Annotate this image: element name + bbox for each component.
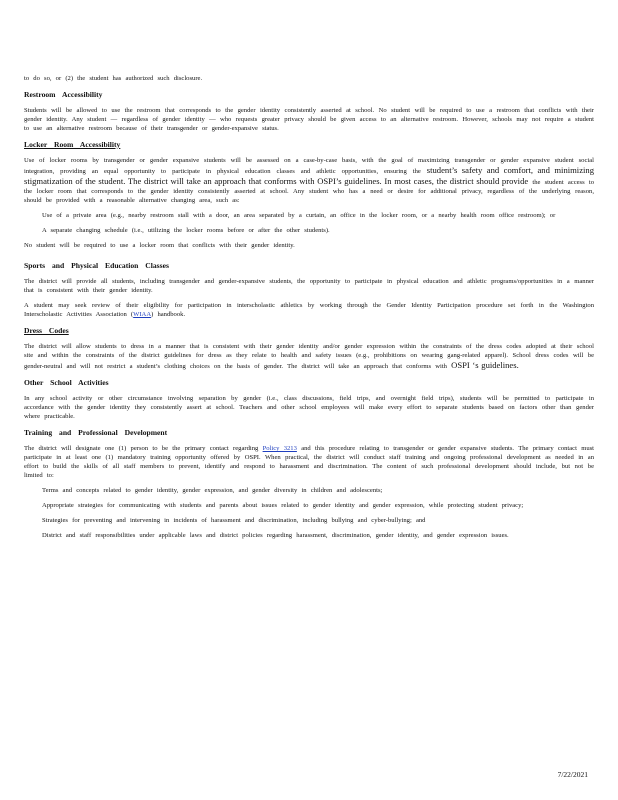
- list-item: Use of a private area (e.g., nearby restroom stall with a door, an area separated by a curtain, an office in the locker room, or a nearby health room office restroom); or: [42, 212, 556, 219]
- sports-heading: Sports and Physical Education Classes: [24, 261, 169, 270]
- sports-review-paragraph: A student may seek review of their eligibility for participation in interscholastic athletics by working through the Gender Identity Participation procedure set forth in the Washington Interscholastic Activities Association (WIAA) handbook.: [24, 302, 594, 318]
- list-item: Terms and concepts related to gender identity, gender expression, and gender diversity in children and adolescents;: [42, 487, 383, 494]
- locker-room-heading: Locker Room Accessibility: [24, 140, 121, 149]
- list-item: Strategies for preventing and intervening in incidents of harassment and discrimination, including bullying and cyber-bullying; and: [42, 517, 426, 524]
- sports-paragraph: The district will provide all students, including transgender and gender-expansive students, the opportunity to participate in physical education and athletic programs/opportunities in a manner that is consistent with their gender identity.: [24, 278, 594, 294]
- locker-room-text-a: Use of locker rooms by transgender or gender expansive students will be assessed on a case-by-case basis, with the goal of maximizing transgender or gender expansive student social integration, providing an equal opportunity to participate in physical education classes and athletic opportunities, ensuring the: [24, 157, 594, 175]
- locker-room-options-list: [24, 211, 594, 235]
- training-heading: Training and Professional Development: [24, 428, 168, 437]
- restroom-paragraph: Students will be allowed to use the restroom that corresponds to the gender identity consistently asserted at school. No student will be required to use a restroom that conflicts with their gender identity. Any student — regardless of gender identity — who requests greater privacy should be given access to an alternative restroom. However, schools may not require a student to use an alternative restroom because of their transgender or gender-expansive status.: [24, 107, 594, 132]
- locker-room-closing: No student will be required to use a locker room that conflicts with their gender identity.: [24, 242, 295, 249]
- dress-codes-heading: Dress Codes: [24, 326, 69, 335]
- list-item: A separate changing schedule (i.e., utilizing the locker rooms before or after the other students).: [42, 227, 330, 234]
- restroom-heading: Restroom Accessibility: [24, 90, 103, 99]
- revision-date: 7/22/2021: [557, 770, 588, 779]
- locker-room-text-b: the student access to the locker room that corresponds to the gender identity consistently asserted at school. Any student who has a need or desire for additional privacy, regardless of the underlying reason, should be provided with a reasonable alternative changing area, such as:: [24, 179, 594, 204]
- training-topics-list: [24, 486, 594, 540]
- locker-room-paragraph: [24, 156, 594, 205]
- list-item: Appropriate strategies for communicating with students and parents about issues related to gender identity and gender expression, while protecting student privacy;: [42, 502, 524, 509]
- wiaa-link[interactable]: WIAA: [133, 311, 152, 318]
- locker-room-text-emphasis: student’s safety and comfort, and minimizing stigmatization of the student. The district will take an approach that conforms with OSPI’s guidelines. In most cases, the district should provide: [24, 165, 594, 186]
- dress-codes-emphasis: OSPI ‘s guidelines.: [451, 360, 519, 370]
- list-item: District and staff responsibilities under applicable laws and district policies regarding harassment, discrimination, gender identity, and gender expression issues.: [42, 532, 509, 539]
- intro-paragraph: to do so, or (2) the student has authorized such disclosure.: [24, 75, 203, 82]
- training-paragraph: The district will designate one (1) person to be the primary contact regarding Policy 3213 and this procedure relating to transgender or gender expansive students. The primary contact must participate in at least one (1) mandatory training opportunity offered by OSPI. When practical, the district will conduct staff training and ongoing professional development as needed in an effort to build the skills of all staff members to prevent, identify and respond to harassment and discrimination. The content of such professional development should include, but not be limited to:: [24, 445, 595, 479]
- document-page: [24, 74, 594, 546]
- dress-codes-paragraph: The district will allow students to dress in a manner that is consistent with their gender identity and/or gender expression within the constraints of the dress codes adopted at their school site and within the constraints of the district guidelines for dress as they relate to health and safety issues (e.g., prohibitions on wearing gang-related apparel). School dress codes will be gender-neutral and will not restrict a student’s clothing choices on the basis of gender. The district will take an approach that conforms with OSPI ‘s guidelines.: [24, 343, 594, 370]
- policy-3213-link[interactable]: Policy 3213: [262, 445, 297, 452]
- activities-paragraph: In any school activity or other circumstance involving separation by gender (i.e., class discussions, field trips, and overnight field trips), students will be permitted to participate in accordance with the gender identity they consistently assert at school. Teachers and other school employees will make every effort to separate students based on factors other than gender where practicable.: [24, 395, 594, 420]
- activities-heading: Other School Activities: [24, 378, 109, 387]
